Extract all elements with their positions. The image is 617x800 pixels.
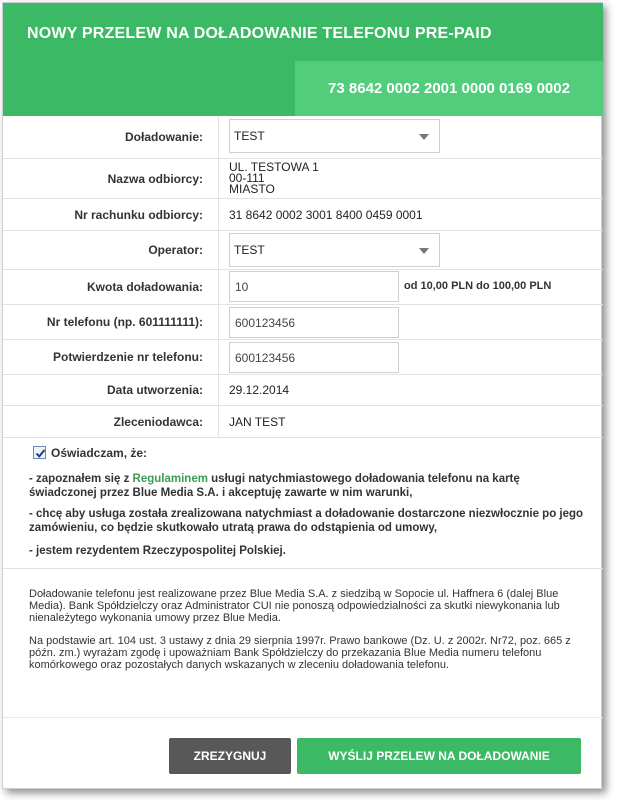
dialog-header — [3, 3, 603, 116]
cancel-button[interactable]: ZREZYGNUJ — [169, 738, 291, 774]
declaration-section — [3, 438, 603, 569]
topup-select[interactable] — [229, 119, 440, 153]
operator-label: Operator: — [3, 231, 219, 269]
recipient-address-line-3: MIASTO — [229, 182, 275, 196]
declaration-heading: Oświadczam, że: — [51, 446, 148, 460]
row-operator — [3, 231, 603, 270]
recipient-address-line-1: UL. TESTOWA 1 — [229, 160, 319, 174]
recipient-account-value: 31 8642 0002 3001 8400 0459 0001 — [229, 207, 423, 222]
declaration-item-terms-prefix: - zapoznałem się z — [29, 473, 133, 485]
checkmark-icon — [34, 447, 47, 460]
operator-selected-value: TEST — [234, 243, 265, 257]
row-recipient-name — [3, 159, 603, 199]
row-amount — [3, 270, 603, 305]
dialog-title: NOWY PRZELEW NA DOŁADOWANIE TELEFONU PRE-PAID — [27, 25, 492, 42]
send-topup-button[interactable]: WYŚLIJ PRZELEW NA DOŁADOWANIE — [297, 738, 581, 774]
operator-select[interactable] — [229, 233, 440, 267]
row-phone — [3, 305, 603, 340]
phone-label: Nr telefonu (np. 601111111): — [3, 305, 219, 339]
topup-selected-value: TEST — [234, 129, 265, 143]
declaration-item-terms — [29, 472, 589, 500]
source-account-number: 73 8642 0002 2001 0000 0169 0002 — [295, 61, 603, 116]
row-phone-confirm — [3, 340, 603, 375]
declaration-checkbox[interactable] — [33, 446, 46, 459]
amount-input[interactable]: 10 — [229, 271, 399, 302]
declaration-item-immediate: - chcę aby usługa została zrealizowana natychmiast a doładowanie dostarczone niezwłocznie po jego zamówieniu, co będzie skutkowało utratą prawa do odstąpienia od umowy, — [29, 508, 584, 534]
terms-link[interactable]: Regulaminem — [132, 473, 208, 485]
ordering-party-value: JAN TEST — [229, 414, 286, 429]
ordering-party-label: Zleceniodawca: — [3, 406, 219, 437]
footer-divider — [3, 717, 603, 718]
declaration-item-terms-suffix: usługi natychmiastowego doładowania telefonu na kartę świadczonej przez Blue Media S.A. i akceptuję zawarte w nim warunki, — [29, 473, 520, 499]
recipient-name-value — [229, 159, 319, 198]
phone-input[interactable]: 600123456 — [229, 307, 399, 338]
recipient-account-label: Nr rachunku odbiorcy: — [3, 199, 219, 230]
topup-label: Doładowanie: — [3, 116, 219, 158]
topup-dialog — [2, 2, 602, 789]
info-paragraph-consent: Na podstawie art. 104 ust. 3 ustawy z dnia 29 sierpnia 1997r. Prawo bankowe (Dz. U. z 2002r. Nr72, poz. 665 z późn. zm.) wyrażam zgodę i upoważniam Bank Spółdzielczy do przekazania Blue Media numeru telefonu komórkowego oraz pozostałych danych wskazanych w zleceniu doładowania telefonu. — [29, 635, 571, 671]
created-date-label: Data utworzenia: — [3, 375, 219, 405]
phone-confirm-label: Potwierdzenie nr telefonu: — [3, 340, 219, 374]
declaration-item-resident: - jestem rezydentem Rzeczypospolitej Polskiej. — [29, 545, 286, 557]
row-topup — [3, 116, 603, 159]
recipient-name-label: Nazwa odbiorcy: — [3, 159, 219, 198]
chevron-down-icon — [419, 134, 429, 140]
recipient-address-line-2: 00-111 — [229, 171, 265, 185]
row-created-date — [3, 375, 603, 406]
row-recipient-account — [3, 199, 603, 231]
created-date-value: 29.12.2014 — [229, 383, 290, 397]
info-paragraph-provider: Doładowanie telefonu jest realizowane przez Blue Media S.A. z siedzibą w Sopocie ul. Haffnera 6 (dalej Blue Media). Bank Spółdzielczy oraz Administrator CUI nie ponoszą odpowiedzialności za skutki niewykonania lub nienależytego wykonania umowy przez Blue Media. — [29, 588, 560, 624]
row-ordering-party — [3, 406, 603, 438]
chevron-down-icon — [419, 248, 429, 254]
amount-range-note: od 10,00 PLN do 100,00 PLN — [404, 280, 552, 292]
phone-confirm-input[interactable]: 600123456 — [229, 342, 399, 373]
amount-label: Kwota doładowania: — [3, 270, 219, 304]
